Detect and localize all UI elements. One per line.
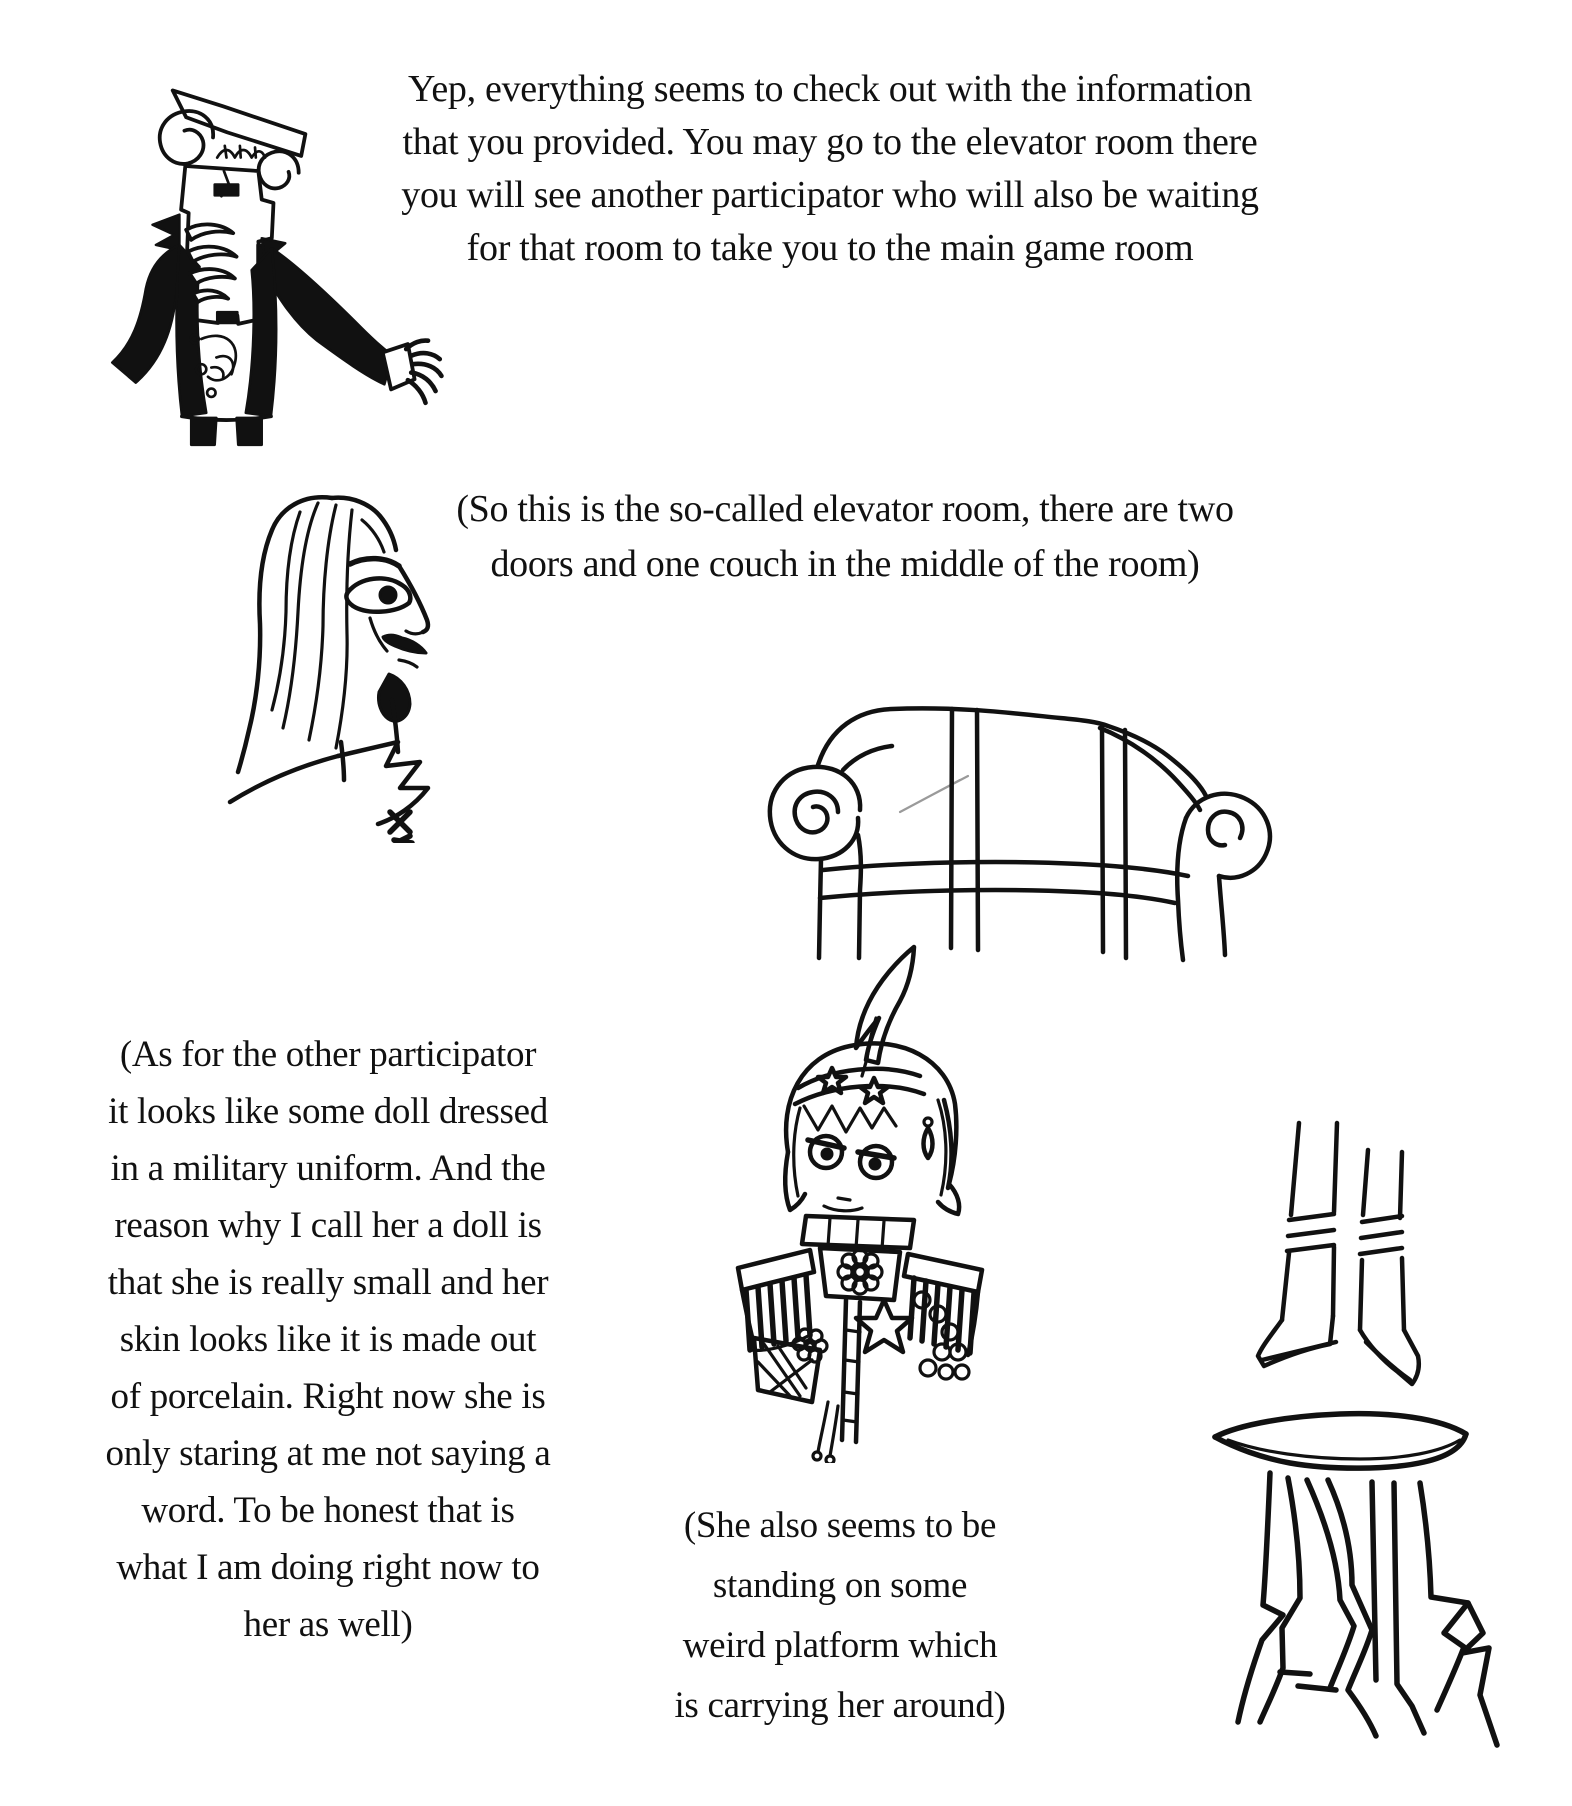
- earring: [924, 1128, 933, 1158]
- right-boot: [1360, 1150, 1419, 1384]
- narration-line: skin looks like it is made out: [119, 1319, 537, 1360]
- narration-line: (She also seems to be: [683, 1505, 997, 1546]
- headband-star: [860, 1078, 888, 1103]
- narration-line: (So this is the so-called elevator room, there are two: [456, 488, 1234, 530]
- star-medal: [856, 1300, 912, 1352]
- narration-line: what I am doing right now to: [116, 1547, 540, 1588]
- narration-line: standing on some: [712, 1565, 968, 1606]
- collar: [802, 1216, 914, 1300]
- tassels: [818, 1402, 838, 1456]
- doll-narration-text: [48, 1026, 608, 1653]
- platform-narration-text: [635, 1496, 1045, 1736]
- mouth: [838, 1198, 850, 1200]
- eye-pupil: [380, 587, 396, 603]
- extended-hand: [383, 341, 442, 403]
- narration-line: word. To be honest that is: [141, 1490, 515, 1531]
- speech-line: that you provided. You may go to the elevator room there: [402, 121, 1258, 163]
- left-boot: [1258, 1123, 1337, 1366]
- elevator-room-narration-text: [385, 482, 1305, 592]
- energy-streams: [1238, 1473, 1497, 1745]
- ahoge-hair-antenna: [856, 947, 914, 1076]
- man-illustration: [198, 483, 448, 843]
- speech-line: for that room to take you to the main game room: [466, 227, 1194, 269]
- head: [785, 1043, 959, 1214]
- narration-line: her as well): [243, 1604, 413, 1645]
- stitch-x: [394, 836, 412, 843]
- saucer-platform: [1215, 1414, 1466, 1469]
- man-drawing: [198, 483, 448, 843]
- butler-illustration: [82, 50, 512, 502]
- narration-line: of porcelain. Right now she is: [110, 1376, 546, 1417]
- mustache: [383, 635, 426, 653]
- platform-drawing: [1200, 1113, 1530, 1761]
- chest-ornaments: [742, 1290, 978, 1463]
- face: [346, 559, 428, 722]
- narration-line: it looks like some doll dressed: [108, 1091, 548, 1132]
- narration-line: is carrying her around): [674, 1685, 1006, 1726]
- butler-drawing: [82, 50, 512, 502]
- speech-line: you will see another participator who will also be waiting: [401, 174, 1259, 216]
- left-scroll-arm: [770, 746, 892, 958]
- speech-line: Yep, everything seems to check out with the information: [408, 68, 1252, 110]
- couch-back: [818, 708, 1206, 958]
- narration-line: that she is really small and her: [107, 1262, 549, 1303]
- platform-illustration: [1200, 1113, 1530, 1761]
- bangs: [804, 1106, 896, 1132]
- narration-line: reason why I call her a doll is: [114, 1205, 542, 1246]
- narration-line: weird platform which: [682, 1625, 998, 1666]
- back-post: [1102, 727, 1126, 958]
- right-scroll-arm: [1177, 794, 1270, 960]
- narration-line: (As for the other participator: [119, 1034, 537, 1075]
- narration-line: doors and one couch in the middle of the room): [490, 543, 1200, 585]
- narration-line: only staring at me not saying a: [105, 1433, 551, 1474]
- back-post: [951, 709, 978, 950]
- doll-illustration: [722, 933, 1018, 1463]
- doll-drawing: [722, 933, 1018, 1463]
- narration-line: in a military uniform. And the: [110, 1148, 546, 1189]
- hair: [238, 497, 396, 772]
